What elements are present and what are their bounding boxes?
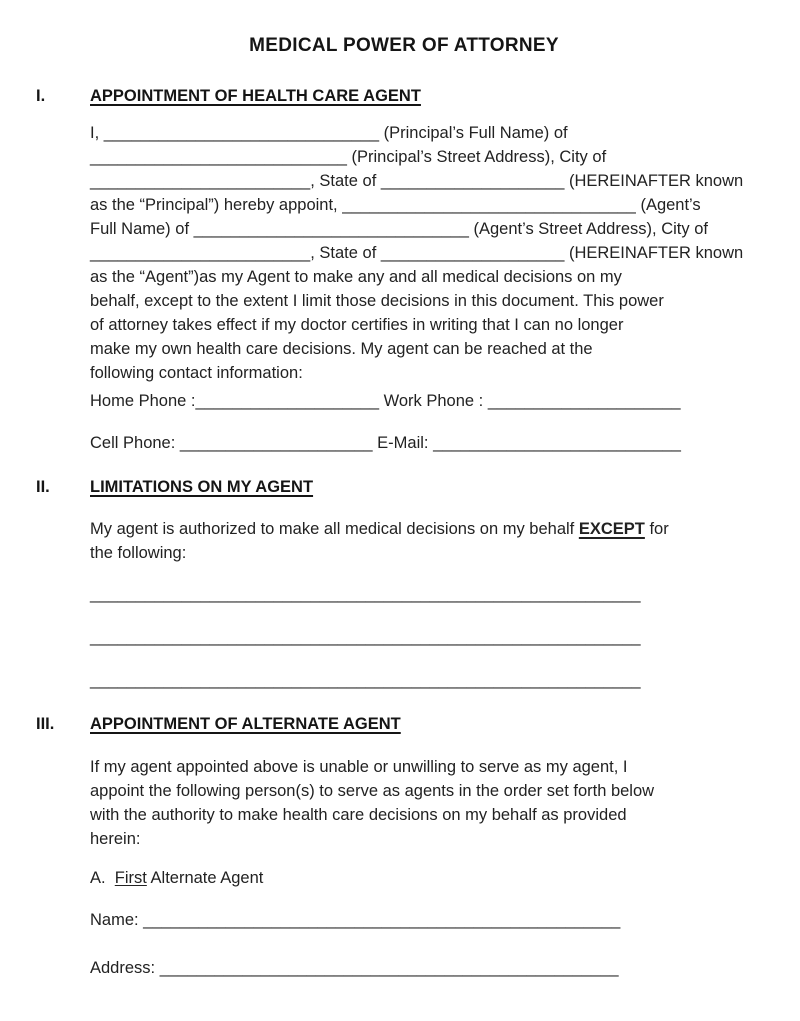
first-underlined: First <box>114 869 147 887</box>
para-line: with the authority to make health care decisions on my behalf as provided <box>90 806 627 824</box>
document-title: MEDICAL POWER OF ATTORNEY <box>249 35 559 56</box>
home-work-phone-line: Home Phone :____________________ Work Phone : _____________________ <box>90 392 681 410</box>
section-appointment-of-alternate-agent <box>36 712 772 980</box>
para-line: herein: <box>90 830 141 848</box>
para-line: the following: <box>90 544 187 562</box>
section-ii-heading: LIMITATIONS ON MY AGENT <box>90 478 314 496</box>
para-text: for <box>644 520 669 538</box>
alternate-agent-paragraph <box>90 755 772 851</box>
first-alternate-agent-label <box>90 866 772 890</box>
blank-field-line: ____________________________________________________________ <box>90 671 641 689</box>
para-line: of attorney takes effect if my doctor certifies in writing that I can no longer <box>90 316 624 334</box>
limitations-paragraph <box>90 517 772 565</box>
section-iii-body <box>90 755 772 980</box>
para-line: make my own health care decisions. My agent can be reached at the <box>90 340 593 358</box>
para-line: I, ______________________________ (Principal’s Full Name) of <box>90 124 568 142</box>
para-line: appoint the following person(s) to serve as agents in the order set forth below <box>90 782 655 800</box>
para-line: ________________________, State of ____________________ (HEREINAFTER known <box>90 172 744 190</box>
section-iii-numeral: III. <box>36 715 55 733</box>
section-i-heading: APPOINTMENT OF HEALTH CARE AGENT <box>90 87 421 105</box>
alt-label-text: A. <box>90 869 115 887</box>
section-appointment-of-health-care-agent <box>36 84 772 455</box>
section-i-numeral: I. <box>36 87 46 105</box>
para-line: ____________________________ (Principal’s Street Address), City of <box>90 148 607 166</box>
para-text: My agent is authorized to make all medical decisions on my behalf <box>90 520 579 538</box>
section-iii-heading-row <box>36 712 772 736</box>
para-line: as the “Principal”) hereby appoint, ________________________________ (Agent’s <box>90 196 701 214</box>
para-line <box>90 517 772 541</box>
section-ii-heading-row <box>36 475 772 499</box>
para-line: as the “Agent”)as my Agent to make any and all medical decisions on my <box>90 268 622 286</box>
address-field-line: Address: __________________________________________________ <box>90 959 619 977</box>
cell-email-line: Cell Phone: _____________________ E-Mail: ___________________________ <box>90 434 681 452</box>
section-ii-numeral: II. <box>36 478 50 496</box>
blank-field-line: ____________________________________________________________ <box>90 628 641 646</box>
para-line: behalf, except to the extent I limit those decisions in this document. This power <box>90 292 664 310</box>
blank-field-line: ____________________________________________________________ <box>90 585 641 603</box>
name-field-line: Name: ____________________________________________________ <box>90 911 621 929</box>
section-iii-heading: APPOINTMENT OF ALTERNATE AGENT <box>90 715 401 733</box>
para-line: If my agent appointed above is unable or unwilling to serve as my agent, I <box>90 758 628 776</box>
para-line: Full Name) of ______________________________ (Agent’s Street Address), City of <box>90 220 708 238</box>
para-line: following contact information: <box>90 364 303 382</box>
section-ii-body <box>90 517 772 692</box>
alt-label-text: Alternate Agent <box>146 869 264 887</box>
para-line: ________________________, State of ____________________ (HEREINAFTER known <box>90 244 744 262</box>
section-limitations-on-my-agent <box>36 475 772 692</box>
section-i-heading-row <box>36 84 772 108</box>
principal-appointment-paragraph <box>90 121 772 385</box>
section-i-body <box>90 121 772 455</box>
except-emphasis: EXCEPT <box>578 520 645 538</box>
